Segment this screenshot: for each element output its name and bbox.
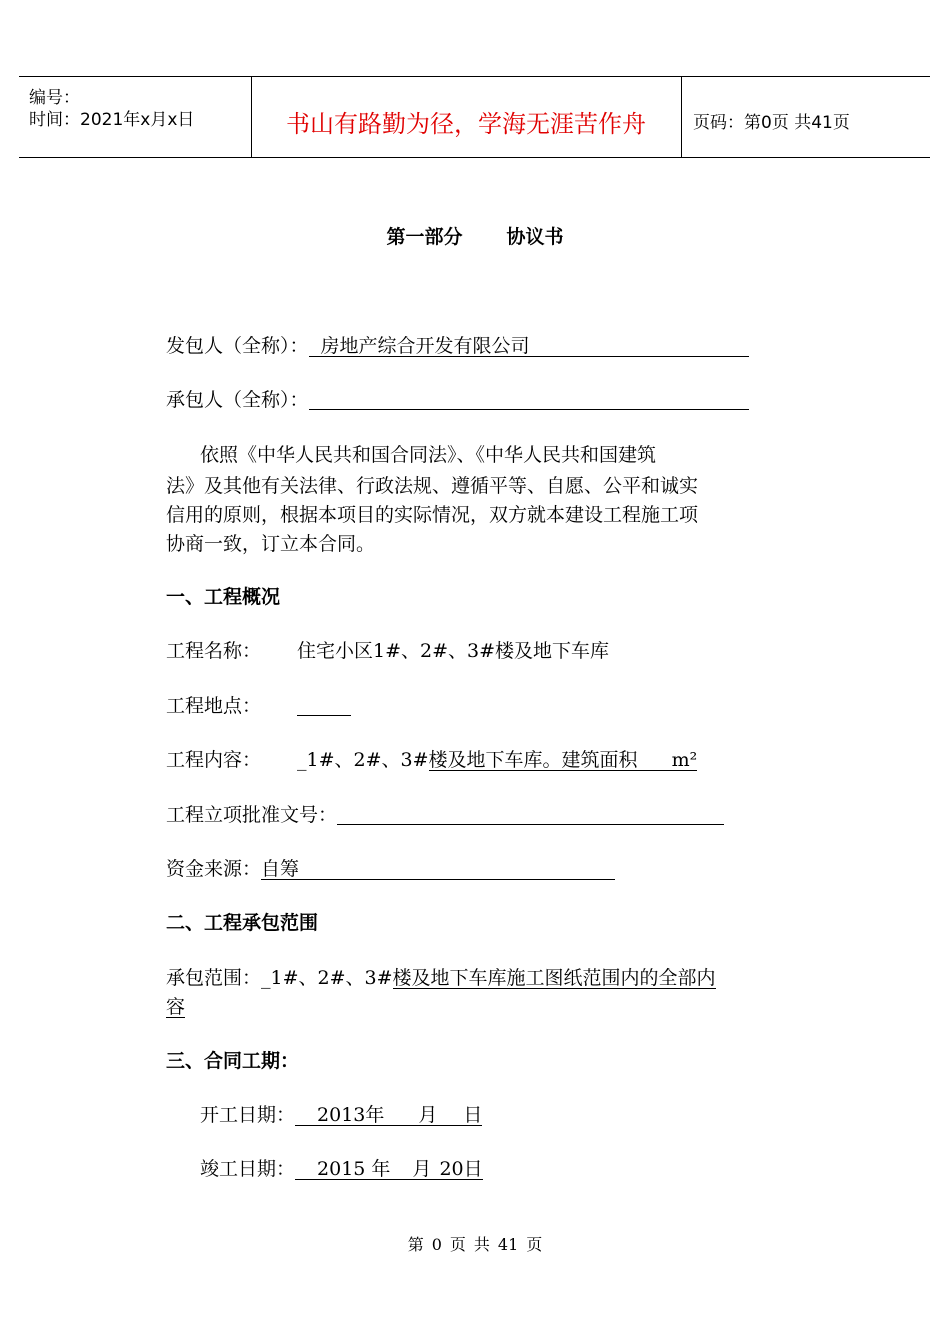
project-content-prefix: _1#、2#、3# [297, 749, 429, 771]
title-name: 协议书 [506, 226, 564, 248]
contractor-blank [309, 391, 749, 410]
footer-total-pages: 41 [497, 1235, 519, 1254]
contractor-label: 承包人（全称）： [166, 389, 309, 411]
footer-ye-end: 页 [526, 1235, 543, 1254]
footer-ye: 页 [449, 1235, 466, 1254]
approval-blank [337, 806, 724, 825]
end-month: 月 [412, 1158, 432, 1180]
project-location-label: 工程地点： [166, 695, 262, 717]
section3-heading: 三、合同工期： [166, 1050, 300, 1072]
contractor-line [166, 391, 749, 410]
title-part: 第一部分 [386, 226, 463, 248]
header-page-cell [681, 77, 930, 157]
scope-label: 承包范围： [166, 967, 262, 989]
scope-cont: 容 [166, 996, 186, 1018]
project-location-line [166, 697, 351, 716]
employer-line [166, 337, 749, 357]
document-header [19, 76, 930, 158]
intro-line-3: 信用的原则，根据本项目的实际情况，双方就本建设工程施工项 [166, 504, 699, 526]
funding-value: 自筹 [261, 860, 615, 880]
funding-line [166, 860, 615, 880]
doc-number-label: 编号： [29, 88, 80, 108]
start-date-line [200, 1106, 482, 1126]
intro-line-4: 协商一致，订立本合同。 [166, 533, 376, 555]
footer-di: 第 [407, 1235, 424, 1254]
project-location-blank [297, 697, 351, 716]
project-name-value: 住宅小区1#、2#、3#楼及地下车库 [297, 640, 610, 662]
project-name-label: 工程名称： [166, 640, 262, 662]
start-month: 月 [418, 1104, 438, 1126]
project-name-line [166, 642, 609, 661]
section1-heading: 一、工程概况 [166, 586, 281, 608]
employer-label: 发包人（全称）： [166, 335, 309, 357]
end-date-label: 竣工日期： [200, 1158, 296, 1180]
intro-line-1: 依照《中华人民共和国合同法》、《中华人民共和国建筑 [200, 444, 657, 466]
doc-time-label: 时间：2021年x月x日 [29, 110, 195, 130]
page-title [0, 228, 950, 247]
area-unit: m² [671, 749, 698, 771]
scope-line [166, 969, 716, 989]
approval-label: 工程立项批准文号： [166, 804, 338, 826]
start-year: 2013年 [317, 1104, 385, 1126]
scope-value: 楼及地下车库施工图纸范围内的全部内 [392, 967, 716, 989]
project-content-value: 楼及地下车库。建筑面积 m² [428, 749, 698, 771]
end-day: 20日 [439, 1158, 483, 1180]
header-motto-cell [251, 77, 682, 157]
start-date-value [295, 1106, 482, 1126]
funding-label: 资金来源： [166, 858, 262, 880]
header-page-info: 页码：第0页 共41页 [693, 113, 850, 133]
project-content-line [166, 751, 697, 771]
footer-gong: 共 [473, 1235, 490, 1254]
scope-prefix: _1#、2#、3# [261, 967, 393, 989]
employer-value: 房地产综合开发有限公司 [309, 337, 749, 357]
approval-line [166, 806, 724, 825]
header-motto: 书山有路勤为径，学海无涯苦作舟 [286, 110, 646, 138]
start-day: 日 [463, 1104, 483, 1126]
start-date-label: 开工日期： [200, 1104, 296, 1126]
end-date-line [200, 1160, 483, 1180]
end-date-value [295, 1160, 483, 1180]
footer-page-number: 0 [431, 1235, 442, 1254]
end-year: 2015 年 [317, 1158, 391, 1180]
section2-heading: 二、工程承包范围 [166, 912, 319, 934]
header-meta-cell [19, 77, 252, 157]
scope-line-cont [166, 998, 185, 1018]
project-content-label: 工程内容： [166, 749, 262, 771]
page-footer [0, 1232, 950, 1255]
intro-line-2: 法》及其他有关法律、行政法规、遵循平等、自愿、公平和诚实 [166, 475, 699, 497]
